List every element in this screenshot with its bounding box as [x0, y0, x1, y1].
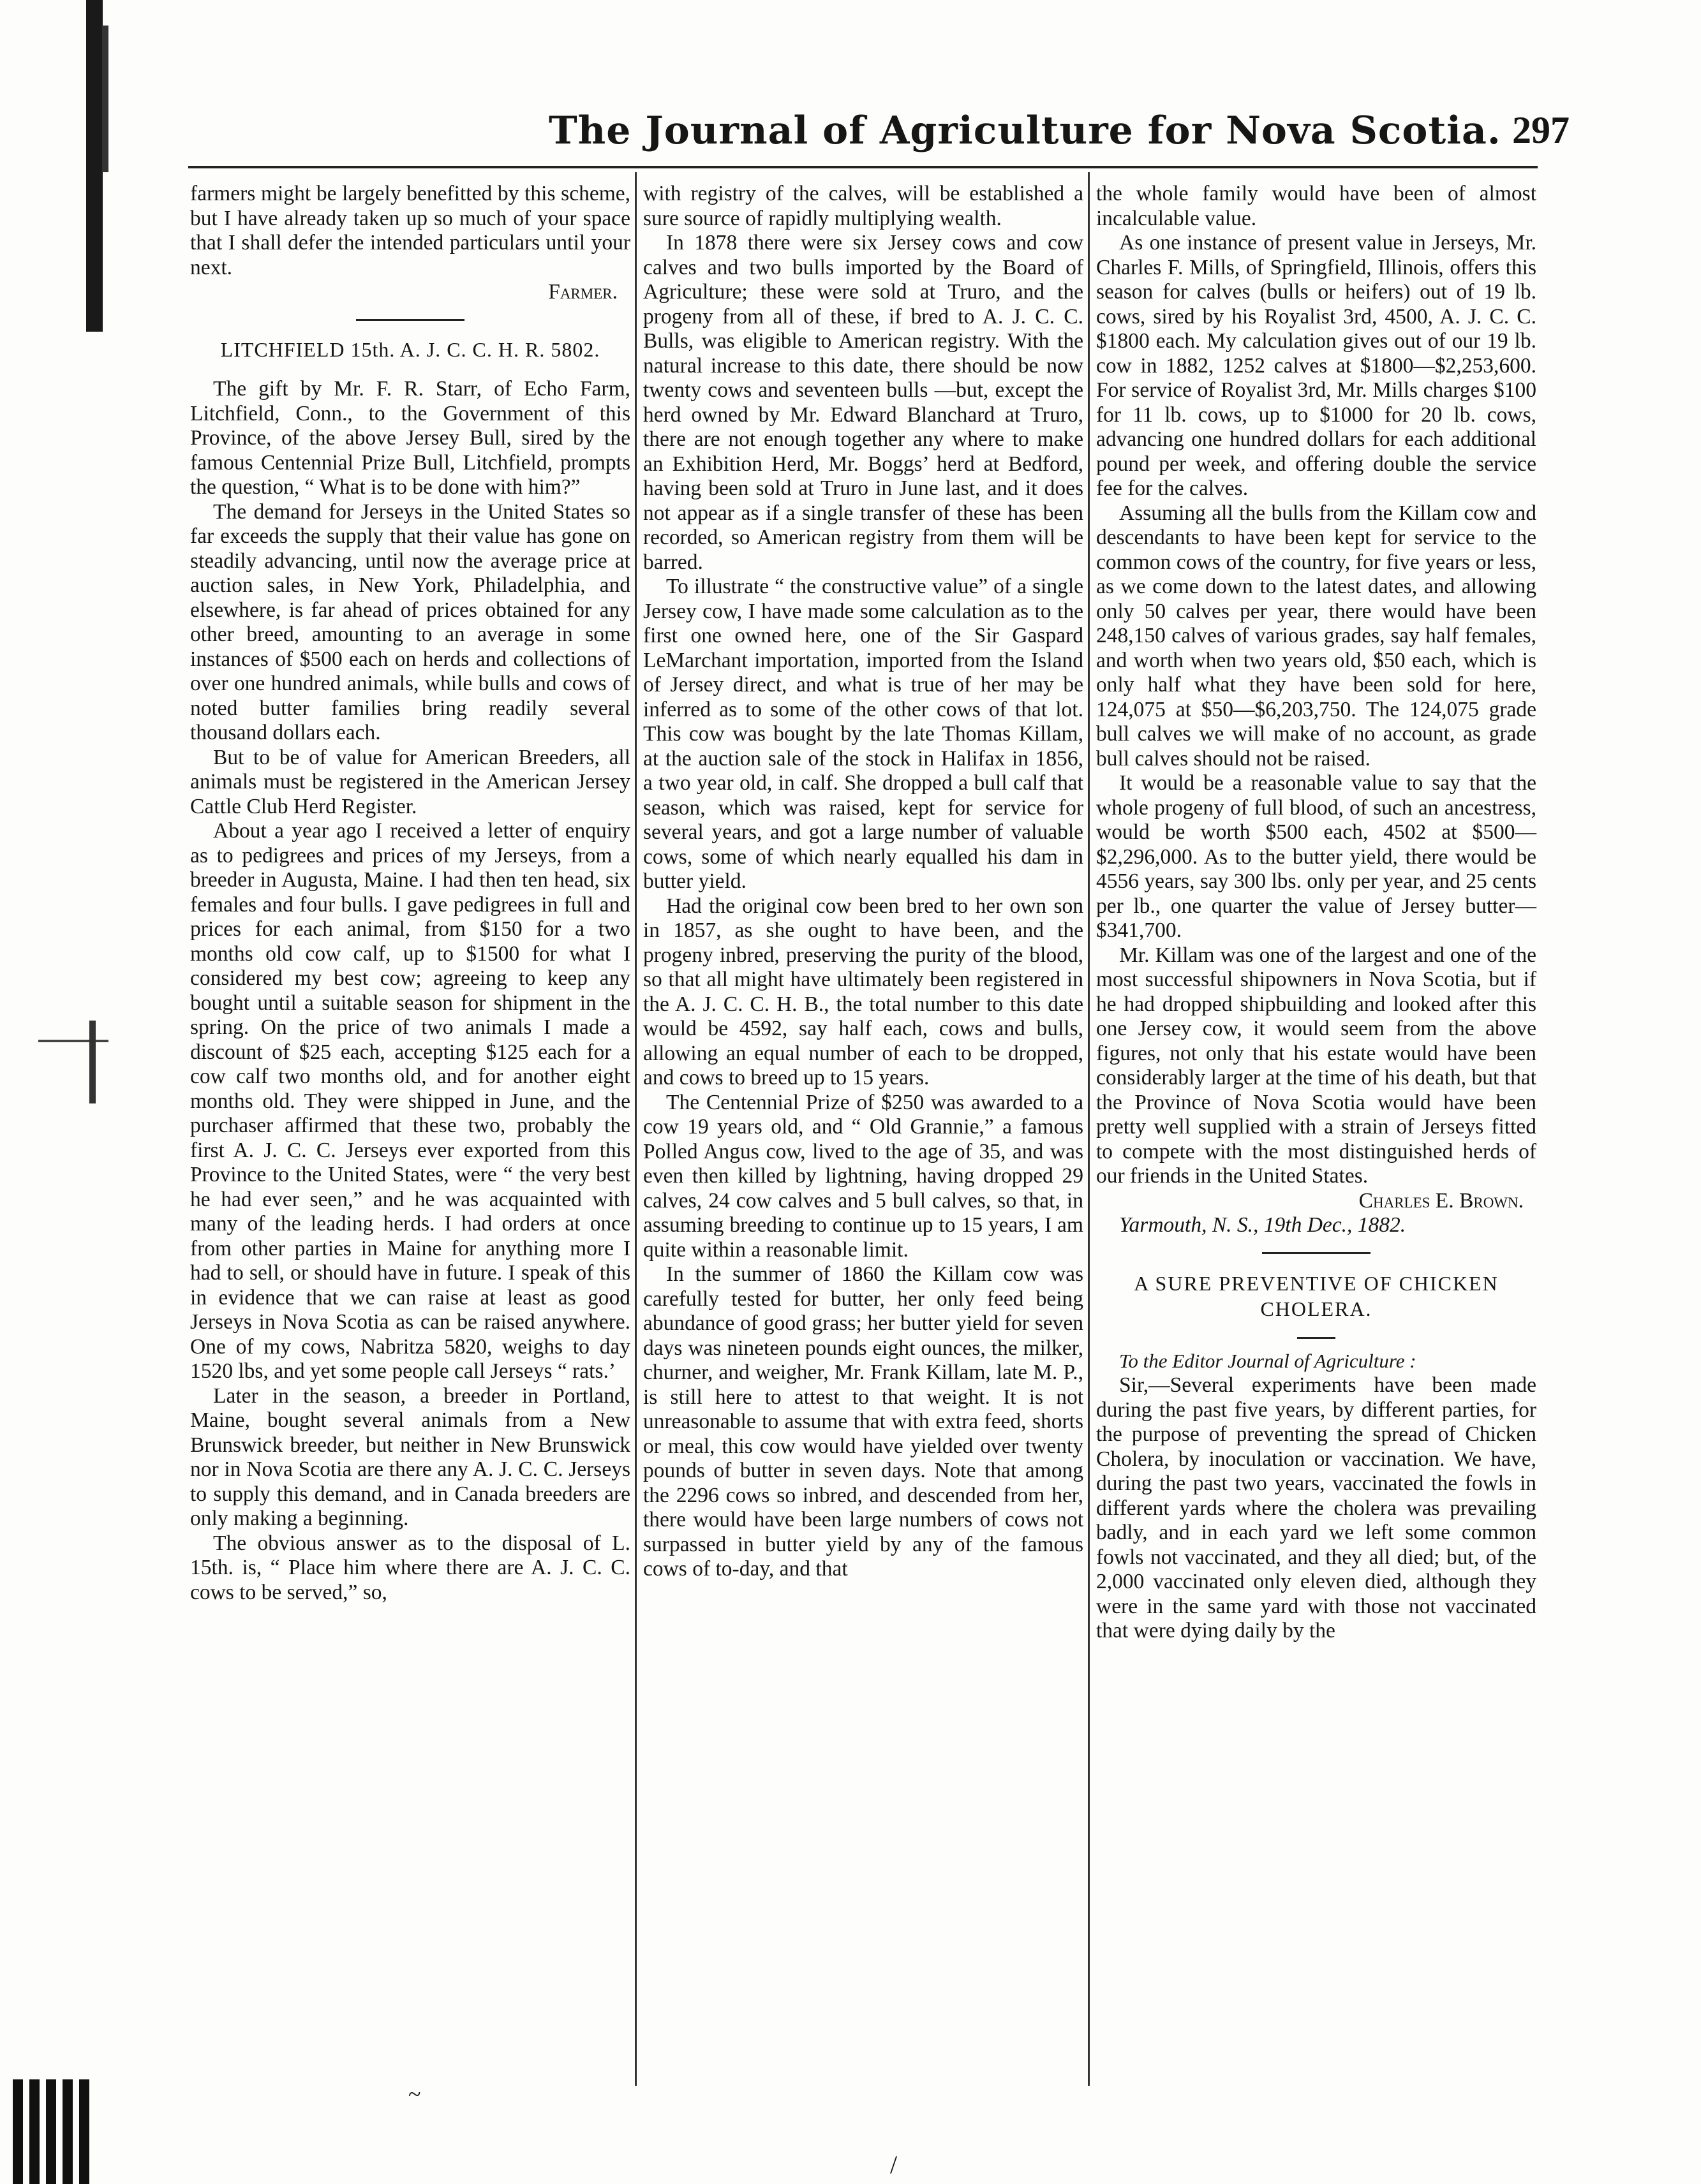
binding-shadow — [13, 2079, 89, 2184]
paragraph: In 1878 there were six Jersey cows and cow calves and two bulls imported by the Board of Agriculture; these were sold at Truro, and the progeny from all of these, if bred to A. J. C. C. Bulls, was eligible to American registry. With the natural increase to this date, there should be now twenty cows and seventeen bulls —but, except the herd owned by Mr. Edward Blanchard at Truro, there are not enough together any where to make an Exhibition Herd, Mr. Boggs’ herd at Bedford, having been sold at Truro in June last, and it does not appear as if a single transfer of these has been recorded, so American registry from them will be barred. — [643, 231, 1083, 574]
binding-shadow — [102, 26, 108, 172]
binding-shadow — [86, 0, 103, 332]
paragraph: with registry of the calves, will be established a sure source of rapidly multiplying wealth. — [643, 182, 1083, 230]
column-1 — [190, 182, 630, 1605]
section-rule — [1262, 1252, 1370, 1254]
paragraph: Later in the season, a breeder in Portland, Maine, bought several animals from a New Brunswick breeder, but neither in New Brunswick nor in Nova Scotia are there any A. J. C. C. Jerseys to supply this demand, and in Canada breeders are only making a beginning. — [190, 1383, 630, 1530]
stray-mark: / — [890, 2150, 898, 2179]
binding-mark — [89, 1021, 96, 1103]
paragraph: In the summer of 1860 the Killam cow was carefully tested for butter, her only feed being abundance of good grass; her butter yield for seven days was nineteen pounds eight ounces, the milker, churner, and weigher, Mr. Frank Killam, late M. P., is still here to attest to that weight. It is not unreasonable to assume that with extra feed, shorts or meal, this cow would have yielded over twenty pounds of butter in seven days. Note that among the 2296 cows so inbred, and descended from her, there would have been large numbers of cows not surpassed in butter yield by any of the famous cows of to-day, and that — [643, 1262, 1083, 1581]
signature: Farmer. — [548, 280, 618, 304]
paragraph: Assuming all the bulls from the Killam cow and descendants to have been kept for service to the common cows of the country, for five years or less, as we come down to the latest dates, and allowing only 50 calves per year, there would have been 248,150 calves of various grades, say half females, and worth when two years old, $50 each, which is only half what they have been sold for here, 124,075 at $50—$6,203,750. The 124,075 grade bull calves we will make of no account, as grade bull calves should not be raised. — [1096, 501, 1536, 771]
paragraph: Mr. Killam was one of the largest and one of the most successful shipowners in Nova Scotia, but if he had dropped shipbuilding and looked after this one Jersey cow, it would seem from the above figures, not only that his estate would have been considerably larger at the time of his death, but that the Province of Nova Scotia would have been pretty well supplied with a strain of Jerseys fitted to compete with the most distinguished herds of our friends in the United States. — [1096, 943, 1536, 1188]
page-number: 297 — [1512, 109, 1570, 151]
paragraph: the whole family would have been of almost incalculable value. — [1096, 182, 1536, 230]
address-line: To the Editor Journal of Agriculture : — [1119, 1349, 1416, 1372]
section-rule — [356, 319, 464, 321]
paragraph: About a year ago I received a letter of enquiry as to pedigrees and prices of my Jerseys, from a breeder in Augusta, Maine. I had then ten head, six females and four bulls. I gave pedigrees in full and prices for each animal, from $150 for a two months old cow calf, up to $1500 for what I considered my best cow; agreeing to keep any bought until a suitable season for shipment in the spring. On the price of two animals I made a discount of $25 each, accepting $125 each for a cow calf two months old, and for another eight months old. They were shipped in June, and the purchaser affirmed that these two, probably the first A. J. C. C. Jerseys ever exported from this Province to the United States, were “ the very best he had ever seen,” and he was acquainted with many of the leading herds. I had orders at once from other parties in Maine for anything more I had to sell, or should have in future. I speak of this in evidence that we can raise at least as good Jerseys in Nova Scotia as can be raised anywhere. One of my cows, Nabritza 5820, weighs to day 1520 lbs, and yet some people call Jerseys “ rats.’ — [190, 819, 630, 1383]
paragraph: The obvious answer as to the disposal of L. 15th. is, “ Place him where there are A. J. C. C. cows to be served,” so, — [190, 1531, 630, 1604]
paragraph: But to be of value for American Breeders, all animals must be registered in the American Jersey Cattle Club Herd Register. — [190, 745, 630, 818]
column-3 — [1096, 182, 1536, 1644]
stray-mark: ~ — [408, 2081, 421, 2107]
running-title: The Journal of Agriculture for Nova Scotia. — [549, 108, 1501, 153]
paragraph: Had the original cow been bred to her own son in 1857, as she ought to have been, and the progeny inbred, preserving the purity of the blood, so that all might have ultimately been registered in the A. J. C. C. H. B., the total number to this date would be 4592, say half each, cows and bulls, allowing an equal number of each to be dropped, and cows to breed up to 15 years. — [643, 894, 1083, 1089]
page-header — [549, 96, 1570, 166]
paragraph: The demand for Jerseys in the United States so far exceeds the supply that their value has gone on steadily advancing, until now the average price at auction sales, in New York, Philadelphia, and elsewhere, is far ahead of prices obtained for any other breed, amounting to an average in some instances of $500 each on herds and collections of over one hundred animals, while bulls and cows of noted butter families bring readily several thousand dollars each. — [190, 499, 630, 744]
paragraph: farmers might be largely benefitted by this scheme, but I have already taken up so much of your space that I shall defer the intended particulars until your next. — [190, 182, 630, 279]
column-2 — [643, 182, 1083, 1582]
paragraph: The Centennial Prize of $250 was awarded to a cow 19 years old, and “ Old Grannie,” a famous Polled Angus cow, lived to the age of 35, and was even then killed by lightning, having dropped 29 calves, 24 cow calves and 5 bull calves, so that, in assuming breeding to continue up to 15 years, I am quite within a reasonable limit. — [643, 1090, 1083, 1262]
dateline: Yarmouth, N. S., 19th Dec., 1882. — [1119, 1213, 1406, 1237]
paragraph: To illustrate “ the constructive value” of a single Jersey cow, I have made some calculation as to the first one owned here, one of the Sir Gaspard LeMarchant importation, imported from the Island of Jersey direct, and what is true of her may be inferred as to some of the other cows of that lot. This cow was bought by the late Thomas Killam, at the auction sale of the stock in Halifax in 1856, a two year old, in calf. She dropped a bull calf that season, which was raised, kept for service for several years, and got a large number of valuable cows, some of which nearly equalled his dam in butter yield. — [643, 575, 1083, 893]
paragraph: The gift by Mr. F. R. Starr, of Echo Farm, Litchfield, Conn., to the Government of this Province, of the above Jersey Bull, sired by the famous Centennial Prize Bull, Litchfield, prompts the question, “ What is to be done with him?” — [190, 377, 630, 499]
paragraph: Sir,—Several experiments have been made during the past five years, by different parties, for the purpose of preventing the spread of Chicken Cholera, by inoculation or vaccination. We have, during the past two years, vaccinated the fowls in different yards where the cholera was prevailing badly, and in each yard we left some common fowls not vaccinated, and they all died; but, of the 2,000 vaccinated only eleven died, although they were in the same yard with those not vaccinated that were dying daily by the — [1096, 1373, 1536, 1642]
signature: Charles E. Brown. — [1358, 1188, 1524, 1213]
binding-mark — [38, 1040, 108, 1042]
column-divider — [635, 172, 637, 2086]
paragraph: As one instance of present value in Jerseys, Mr. Charles F. Mills, of Springfield, Illinois, offers this season for calves (bulls or heifers) out of 19 lb. cows, sired by his Royalist 3rd, 4500, A. J. C. C. $1800 each. My calculation gives out of our 19 lb. cow in 1882, 1252 calves at $1800—$2,253,600. For service of Royalist 3rd, Mr. Mills charges $100 for 11 lb. cows, up to $1000 for 20 lb. cows, advancing one hundred dollars for each additional pound per week, and offering double the service fee for the calves. — [1096, 231, 1536, 500]
section-rule — [1297, 1337, 1335, 1339]
column-divider — [1088, 172, 1090, 2086]
article-heading: A SURE PREVENTIVE OF CHICKEN CHOLERA. — [1134, 1271, 1499, 1320]
header-rule — [188, 166, 1538, 168]
article-heading: LITCHFIELD 15th. A. J. C. C. H. R. 5802. — [220, 337, 600, 361]
paragraph: It would be a reasonable value to say that the whole progeny of full blood, of such an ancestress, would be worth $500 each, 4502 at $500—$2,296,000. As to the butter yield, there would be 4556 years, say 300 lbs. only per year, and 25 cents per lb., one quarter the value of Jersey butter—$341,700. — [1096, 771, 1536, 942]
